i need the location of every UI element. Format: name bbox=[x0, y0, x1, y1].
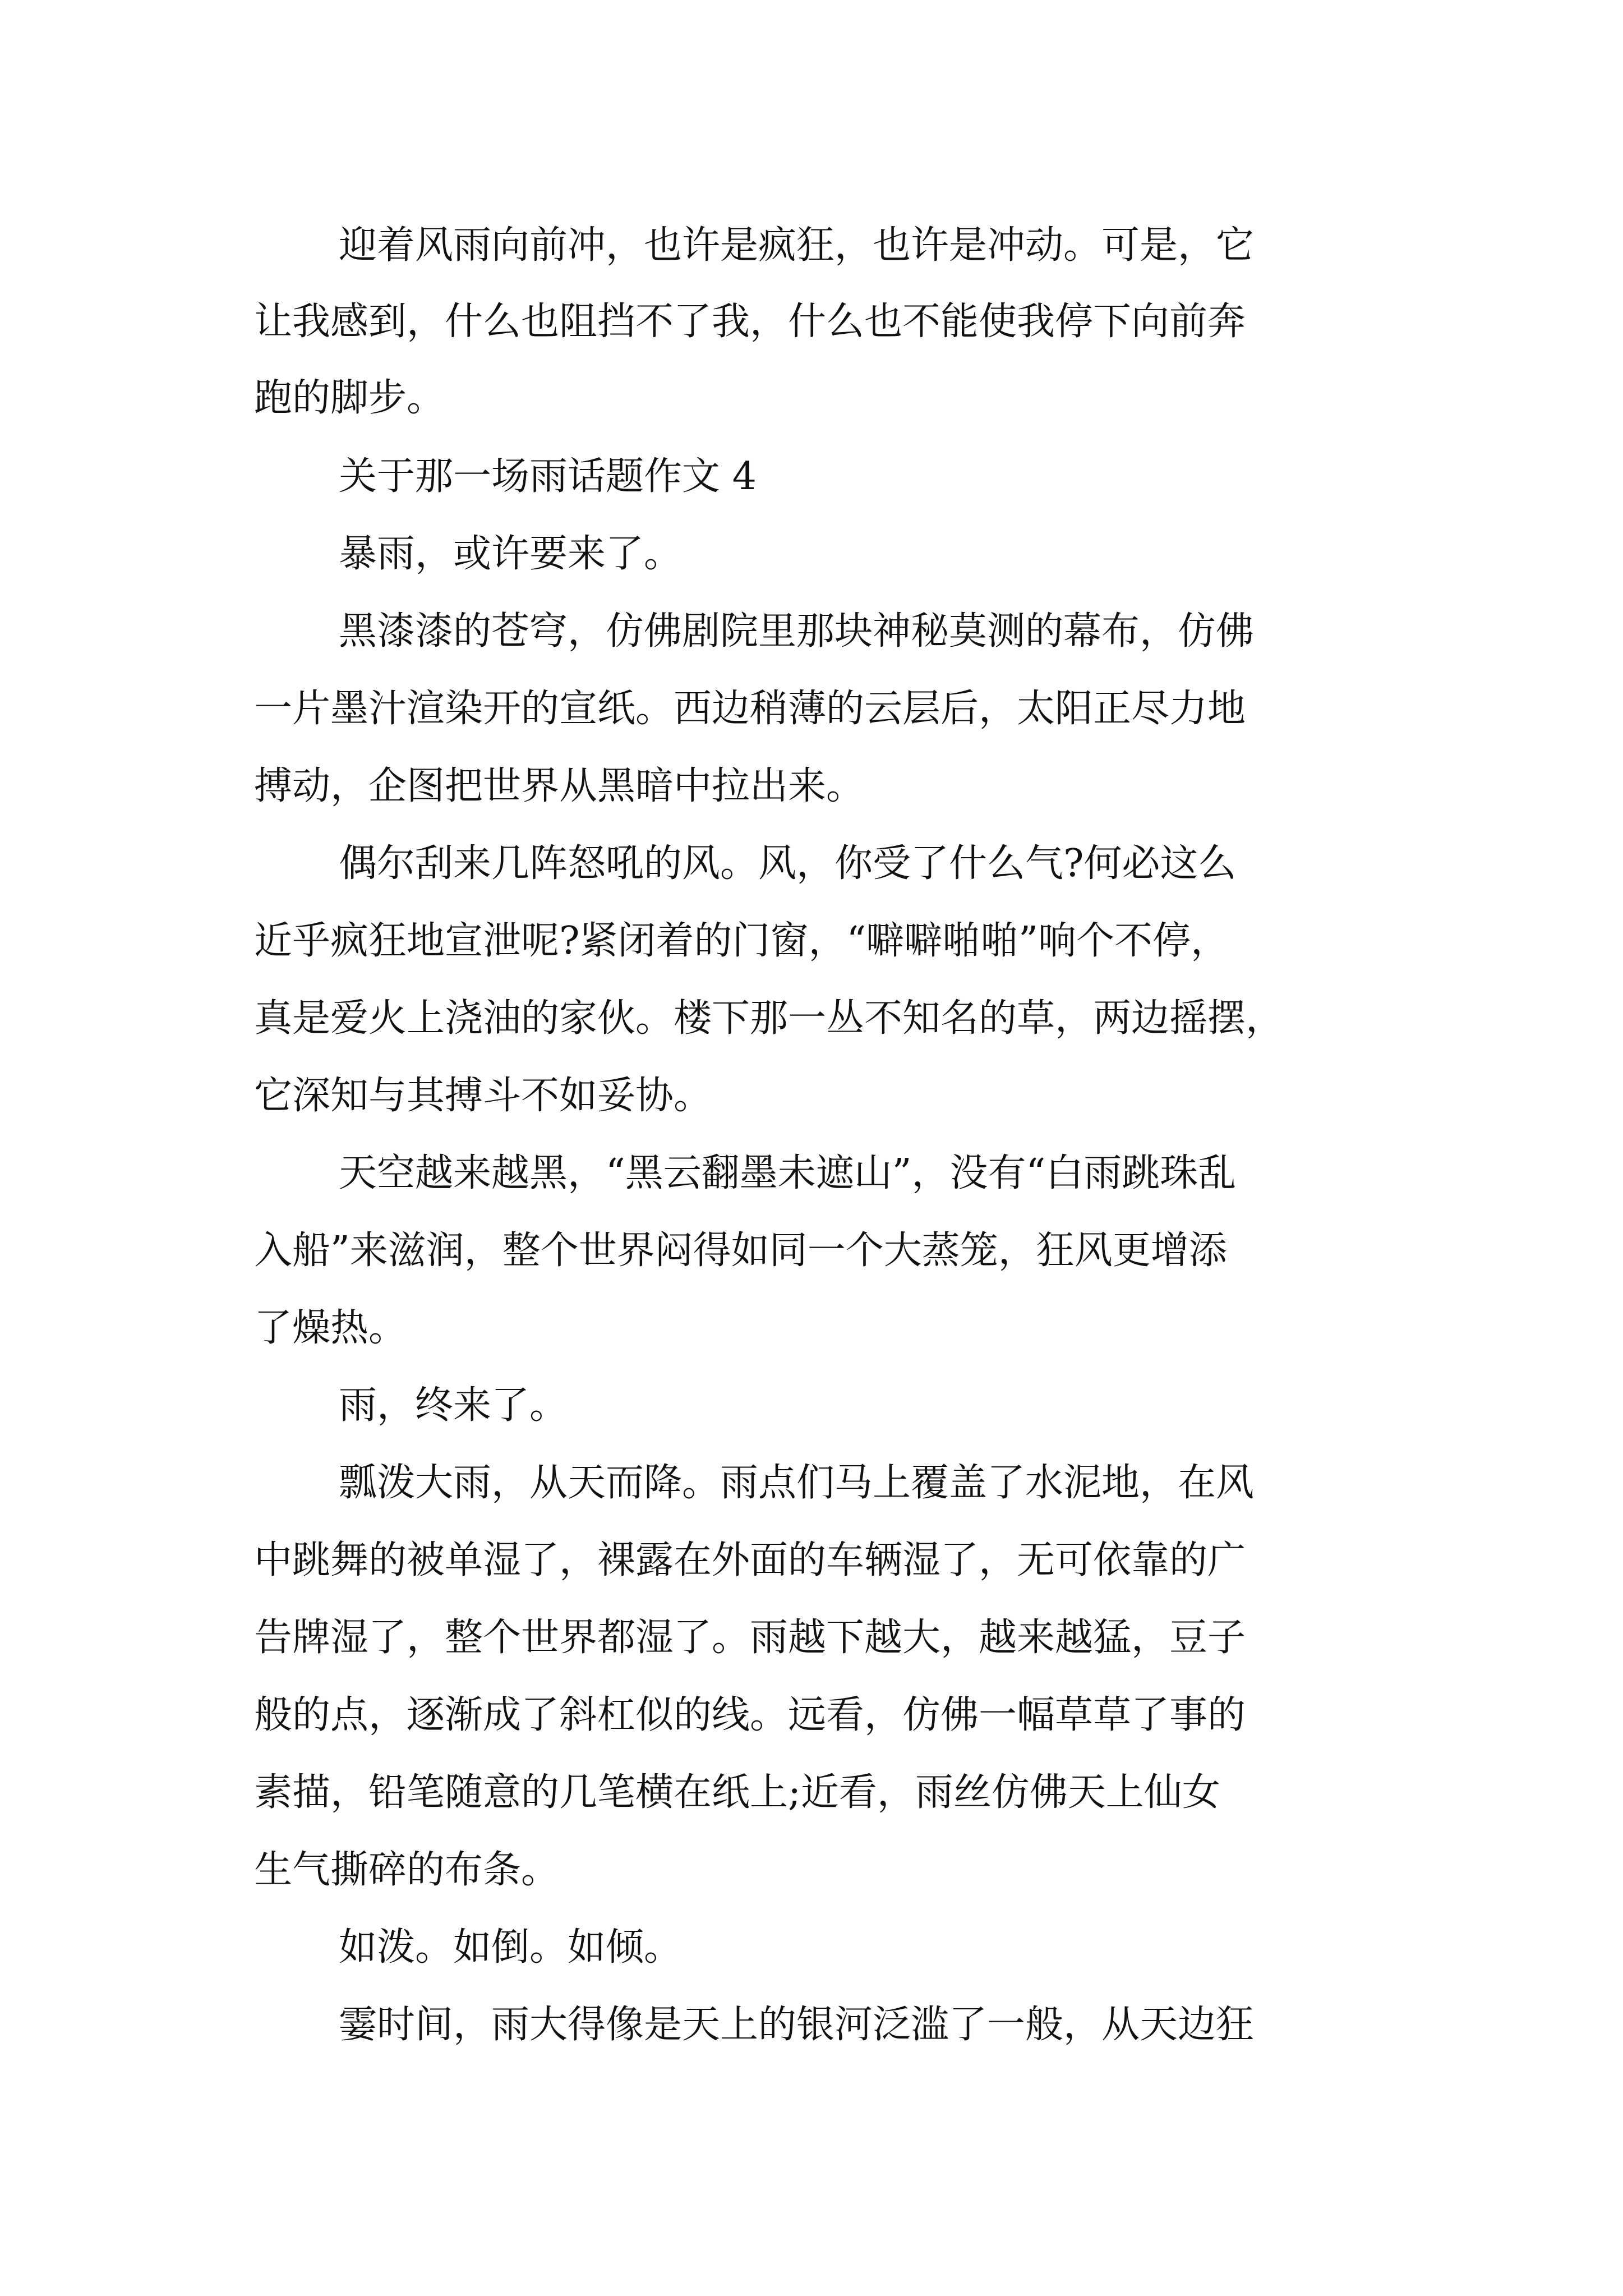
text-line: 生气撕碎的布条。 bbox=[254, 1848, 560, 1892]
text-line: 跑的脚步。 bbox=[254, 376, 445, 420]
text-line: 迎着风雨向前冲，也许是疯狂，也许是冲动。可是，它 bbox=[339, 223, 1255, 268]
text-line: 般的点，逐渐成了斜杠似的线。远看，仿佛一幅草草了事的 bbox=[254, 1693, 1246, 1737]
text-line: 如泼。如倒。如倾。 bbox=[339, 1925, 683, 1970]
text-line: 雨，终来了。 bbox=[339, 1383, 568, 1428]
text-line: 素描，铅笔随意的几笔横在纸上;近看，雨丝仿佛天上仙女 bbox=[254, 1770, 1220, 1815]
text-line: 真是爱火上浇油的家伙。楼下那一丛不知名的草，两边摇摆， bbox=[254, 996, 1284, 1041]
text-line: 天空越来越黑，“黑云翻墨未遮山”，没有“白雨跳珠乱 bbox=[339, 1151, 1237, 1195]
text-line: 一片墨汁渲染开的宣纸。西边稍薄的云层后，太阳正尽力地 bbox=[254, 687, 1246, 731]
text-line: 搏动，企图把世界从黑暗中拉出来。 bbox=[254, 764, 865, 808]
text-line: 黑漆漆的苍穹，仿佛剧院里那块神秘莫测的幕布，仿佛 bbox=[339, 609, 1255, 654]
text-line: 了燥热。 bbox=[254, 1306, 407, 1350]
section-heading: 关于那一场雨话题作文 4 bbox=[339, 454, 757, 499]
text-line: 暴雨，或许要来了。 bbox=[339, 532, 683, 576]
text-line: 让我感到，什么也阻挡不了我，什么也不能使我停下向前奔 bbox=[254, 300, 1246, 344]
text-line: 入船”来滋润，整个世界闷得如同一个大蒸笼，狂风更增添 bbox=[254, 1228, 1227, 1273]
text-line: 中跳舞的被单湿了，裸露在外面的车辆湿了，无可依靠的广 bbox=[254, 1538, 1246, 1582]
text-line: 它深知与其搏斗不如妥协。 bbox=[254, 1074, 712, 1118]
text-line: 霎时间，雨大得像是天上的银河泛滥了一般，从天边狂 bbox=[339, 2003, 1255, 2047]
text-line: 近乎疯狂地宣泄呢?紧闭着的门窗，“噼噼啪啪”响个不停， bbox=[254, 919, 1229, 963]
text-line: 瓢泼大雨，从天而降。雨点们马上覆盖了水泥地，在风 bbox=[339, 1461, 1255, 1505]
text-line: 偶尔刮来几阵怒吼的风。风，你受了什么气?何必这么 bbox=[339, 841, 1237, 886]
text-line: 告牌湿了，整个世界都湿了。雨越下越大，越来越猛，豆子 bbox=[254, 1616, 1246, 1660]
